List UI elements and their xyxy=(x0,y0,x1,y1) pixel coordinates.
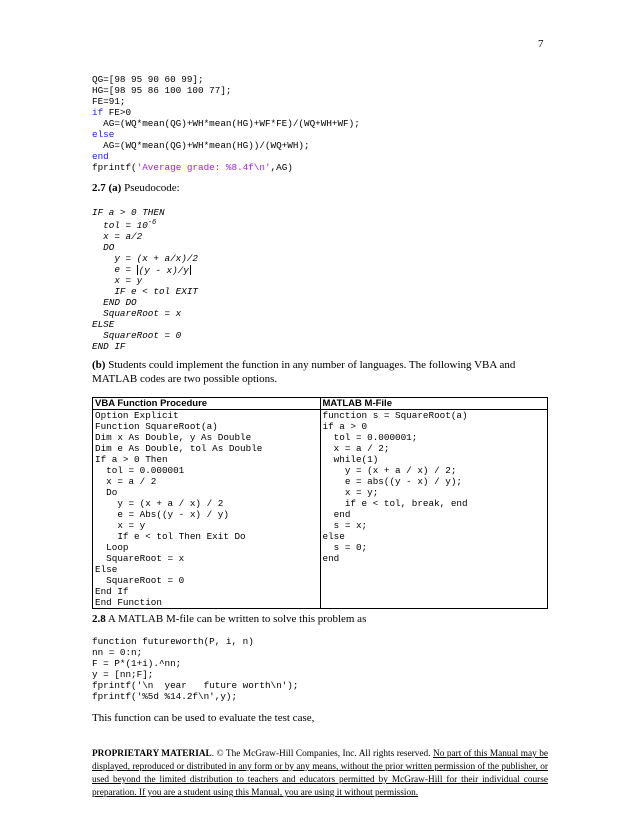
pseudo-line: END IF xyxy=(92,341,126,353)
pseudo-line: ELSE xyxy=(92,319,115,331)
keyword: else xyxy=(92,129,115,140)
footer-text: . © The McGraw-Hill Companies, Inc. All rights reserved. xyxy=(211,749,433,759)
futureworth-code: function futureworth(P, i, n) nn = 0:n; F = P*(1+i).^nn; y = [nn;F]; fprintf('\n year future worth\n'); fprintf('%5d %14.2f\n',y); xyxy=(92,636,299,702)
matlab-code-cell xyxy=(320,410,548,609)
section-text: Pseudocode: xyxy=(121,182,180,194)
column-header-matlab: MATLAB M-File xyxy=(320,398,548,410)
pseudo-line: IF a > 0 THEN xyxy=(92,207,165,218)
keyword: if xyxy=(92,107,104,118)
code-line: HG=[98 95 86 100 100 77]; xyxy=(92,85,232,96)
footer-underlined-text: No part of this Manual may be displayed, reproduced or distributed in any form or by any means, without the prior written permission of the publisher, or used beyond the limited distribution to teachers and educators permitted by McGraw-Hill for their individual course preparation. If you are a student using this Manual, you are using it without permission. xyxy=(92,749,548,798)
section-text: Students could implement the function in any number of languages. The following VBA and MATLAB codes are two possible options. xyxy=(92,359,516,385)
pseudo-line: x = a/2 xyxy=(92,231,143,243)
closing-text: This function can be used to evaluate the test case, xyxy=(92,712,315,724)
section-heading-2-8 xyxy=(92,612,366,626)
section-text: A MATLAB M-file can be written to solve this problem as xyxy=(105,613,367,625)
pseudo-line: END DO xyxy=(92,297,137,309)
pseudo-line: SquareRoot = 0 xyxy=(92,330,182,342)
string-literal: 'Average grade: %8.4f\n' xyxy=(136,162,271,173)
pseudo-line: tol = 10 xyxy=(92,220,148,232)
footer-bold: PROPRIETARY MATERIAL xyxy=(92,749,212,759)
section-paragraph-2-7b xyxy=(92,358,548,386)
pseudo-line: DO xyxy=(92,242,115,254)
section-number: 2.7 (a) xyxy=(92,182,122,194)
code-line: ,AG) xyxy=(270,162,293,173)
code-line: FE>0 xyxy=(103,107,132,118)
pseudo-line: e = xyxy=(92,264,137,276)
pseudo-line: y = (x + a/x)/2 xyxy=(92,253,199,265)
matlab-grade-code xyxy=(92,74,360,173)
matlab-code: function s = SquareRoot(a) if a > 0 tol = 0.000001; x = a / 2; while(1) y = (x + a / x) / 2; e = abs((y - x) / y); x = y; if e < tol, break, end end s = x; else s = 0; end xyxy=(322,410,468,564)
table-row xyxy=(93,410,548,609)
table-header-row xyxy=(93,398,548,410)
code-line: FE=91; xyxy=(92,96,126,107)
code-line: AG=(WQ*mean(QG)+WH*mean(HG))/(WQ+WH); xyxy=(92,140,310,151)
code-comparison-table xyxy=(92,397,548,609)
pseudo-line: SquareRoot = x xyxy=(92,308,182,320)
keyword: end xyxy=(92,151,109,162)
section-number: (b) xyxy=(92,359,106,371)
section-number: 2.8 xyxy=(92,613,106,625)
copyright-footer xyxy=(92,748,548,800)
pseudocode-block xyxy=(92,207,198,352)
pseudo-line: IF e < tol EXIT xyxy=(92,286,199,298)
code-line: fprintf( xyxy=(92,162,137,173)
pseudo-line: x = y xyxy=(92,275,143,287)
code-line: AG=(WQ*mean(QG)+WH*mean(HG)+WF*FE)/(WQ+WH+WF); xyxy=(92,118,360,129)
abs-expression: (y - x)/y xyxy=(138,265,189,277)
futureworth-code-block xyxy=(92,636,298,702)
page-number: 7 xyxy=(538,38,544,50)
absolute-value xyxy=(137,265,191,275)
vba-code-cell xyxy=(93,410,321,609)
code-line: QG=[98 95 90 60 99]; xyxy=(92,74,204,85)
column-header-vba: VBA Function Procedure xyxy=(93,398,321,410)
exponent: -6 xyxy=(147,219,157,227)
vba-code: Option Explicit Function SquareRoot(a) Dim x As Double, y As Double Dim e As Double, tol As Double If a > 0 Then tol = 0.000001 x = a / 2 Do y = (x + a / x) / 2 e = Abs((y - x) / y) x = y If e < tol Then Exit Do Loop SquareRoot = x Else SquareRoot = 0 End If End Function xyxy=(95,410,263,608)
section-heading-2-7a xyxy=(92,181,180,195)
